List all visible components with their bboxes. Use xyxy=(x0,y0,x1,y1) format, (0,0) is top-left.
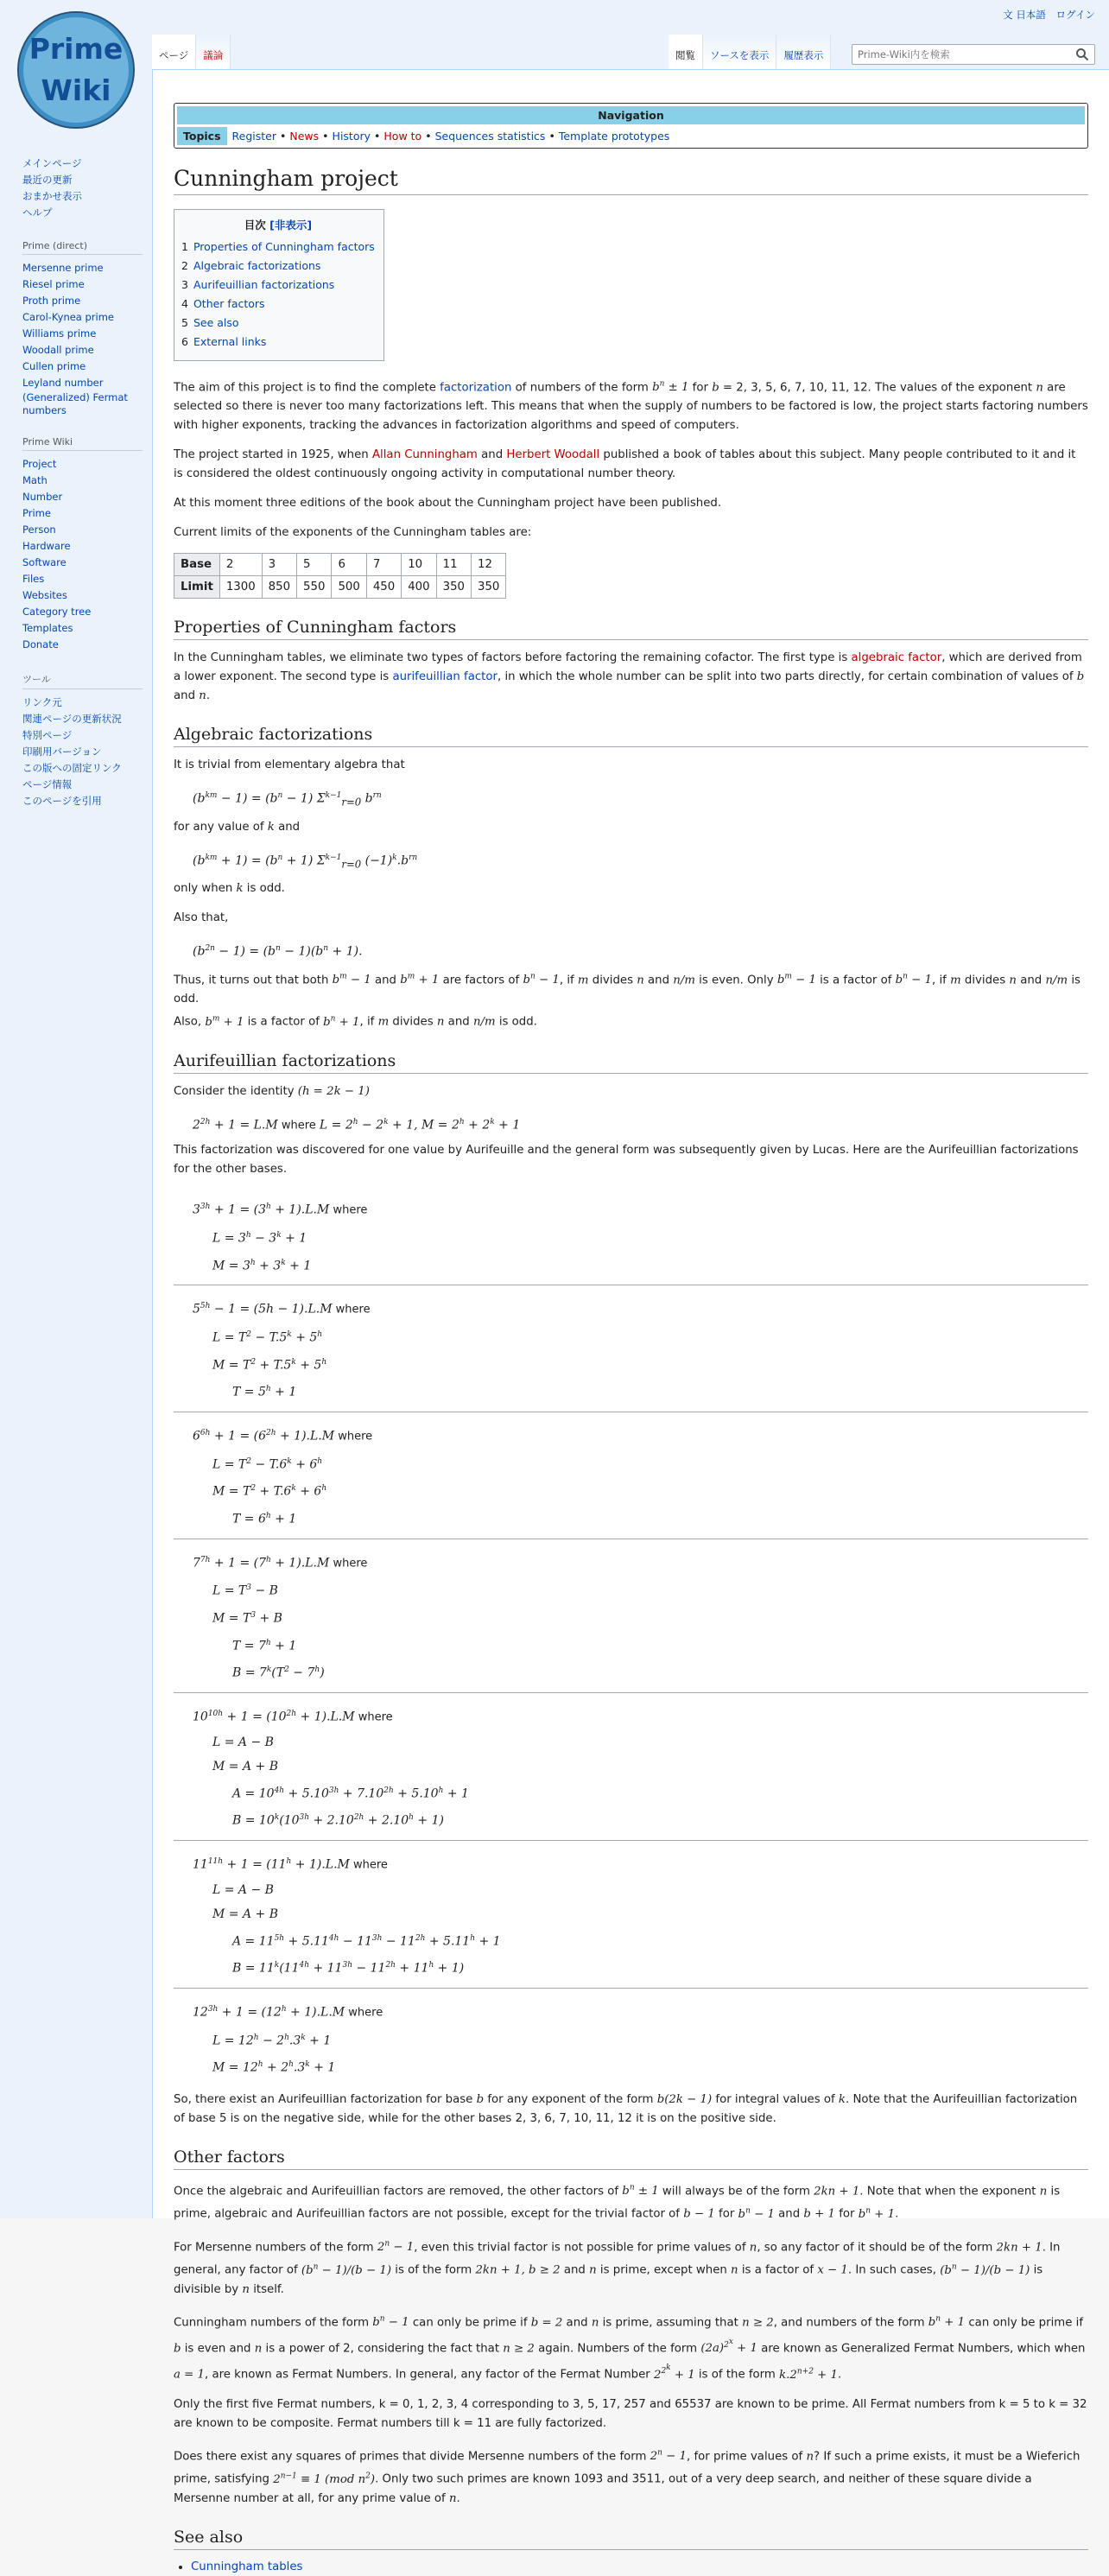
table-cell: 1300 xyxy=(219,576,262,599)
table-cell: 350 xyxy=(436,576,471,599)
sidebar-item-related-changes[interactable]: 関連ページの更新状況 xyxy=(22,713,122,725)
sidebar-item-williams[interactable]: Williams prime xyxy=(22,327,97,339)
table-cell: 400 xyxy=(402,576,436,599)
navbox-link-how-to[interactable]: How to xyxy=(383,130,422,143)
other-factors-text: For Mersenne numbers of the form $2^n - 1$, even this trivial factor is not possible for prime values of n, so any factor of it should be of the form 2kn + 1. In general, any factor of $(b^n - 1)/(b - 1)$ is of the form 2kn + 1, b ≥ 2 and n is prime, except when n is a factor of x − 1. In such cases, $(b^n - 1)/(b - 1)$ is divisible by n itself. xyxy=(174,2239,1061,2296)
sidebar-item-help[interactable]: ヘルプ xyxy=(22,206,53,219)
search-box xyxy=(852,44,1095,65)
toc-item[interactable]: 2 Algebraic factorizations xyxy=(181,259,321,272)
table-row xyxy=(174,554,506,576)
formula: $11^{11h} + 1 = (11^h + 1).L.M$ where xyxy=(193,1856,388,1872)
toc-item[interactable]: 3 Aurifeuillian factorizations xyxy=(181,278,335,291)
navbox-link-sequences-statistics[interactable]: Sequences statistics xyxy=(434,130,546,143)
sidebar-item-printable[interactable]: 印刷用バージョン xyxy=(22,746,102,758)
section-heading-see-also: See also xyxy=(174,2528,1088,2550)
sidebar-item-mersenne[interactable]: Mersenne prime xyxy=(22,262,104,274)
sidebar-main xyxy=(22,155,143,221)
formula: $M = T^2 + T.5^k + 5^h$ xyxy=(212,1357,327,1373)
search-icon[interactable] xyxy=(1075,48,1089,61)
factorization-base-5 xyxy=(174,1289,1088,1412)
properties-paragraph: In the Cunningham tables, we eliminate two types of factors before factoring the remaining cofactor. The first type is algebraic factor, which are derived from a lower exponent. The second type is aurifeuillian factor, in which the whole number can be split into two parts directly, for certain combination of values of b and n. xyxy=(174,651,1085,703)
limits-intro: Current limits of the exponents of the Cunningham tables are: xyxy=(174,526,532,540)
sidebar-item-recent-changes[interactable]: 最近の更新 xyxy=(22,174,73,186)
algebraic-factor-link[interactable]: algebraic factor xyxy=(851,651,942,665)
tab-page-label[interactable]: ページ xyxy=(159,49,189,61)
sidebar-item-prime[interactable]: Prime xyxy=(22,507,51,519)
algebraic-text: for any value of k and xyxy=(174,820,301,834)
tab-read-label[interactable]: 閲覧 xyxy=(675,49,695,61)
sidebar-item-leyland[interactable]: Leyland number xyxy=(22,377,104,389)
translate-icon: 文 xyxy=(1003,9,1013,21)
sidebar-item-special-pages[interactable]: 特別ページ xyxy=(22,729,73,741)
section-heading-algebraic: Algebraic factorizations xyxy=(174,725,1088,747)
factorization-base-3 xyxy=(174,1190,1088,1285)
factorization-base-12 xyxy=(174,1992,1088,2085)
editions-paragraph: At this moment three editions of the book about the Cunningham project have been published. xyxy=(174,497,722,511)
sidebar-heading-tools: ツール xyxy=(22,672,143,689)
formula: M = A + B xyxy=(212,1759,278,1773)
allan-cunningham-link[interactable]: Allan Cunningham xyxy=(371,448,478,462)
formula: $(b^{km} - 1) = (b^n - 1)$ $\Sigma^{k-1}_{r=0}$ $b^{rn}$ xyxy=(193,791,382,809)
formula: $T = 5^h + 1$ xyxy=(232,1385,297,1400)
view-tabs xyxy=(669,35,831,69)
formula: $B = 11^k(11^{4h} + 11^{3h} - 11^{2h} + 11^h + 1)$ xyxy=(232,1961,465,1976)
intro-paragraph: The aim of this project is to find the complete factorization of numbers of the form $b^n \pm 1$ for b = 2, 3, 5, 6, 7, 10, 11, 12. The values of the exponent n are selected so there is never too many factorizations left. This means that when the supply of numbers to be factored is low, the project starts factoring numbers with higher exponents, tracking the advances in factorization algorithms and speed of computers. xyxy=(174,380,1088,433)
factorization-link[interactable]: factorization xyxy=(440,381,512,395)
sidebar-item-software[interactable]: Software xyxy=(22,556,67,568)
other-factors-text: Cunningham numbers of the form $b^n - 1$ can only be prime if b = 2 and n is prime, assuming that n ≥ 2, and numbers of the form $b^n + 1$ can only be prime if b is even and n is a power of 2, considering the fact that n ≥ 2 again. Numbers of the form $(2a)^{2x} + 1$ are known as Generalized Fermat Numbers, which when a = 1, are known as Fermat Numbers. In general, any factor of the Fermat Number $2^{2k} + 1$ is of the form $k.2^{n+2} + 1$. xyxy=(174,2314,1086,2382)
logo-line-1: Prime xyxy=(29,32,124,66)
toc-title xyxy=(181,217,375,232)
formula: $M = 3^h + 3^k + 1$ xyxy=(212,1258,312,1273)
sidebar-prime-direct xyxy=(22,240,143,417)
aurifeuillian-text: Consider the identity (h = 2k − 1) xyxy=(174,1084,370,1098)
sidebar-item-cullen[interactable]: Cullen prime xyxy=(22,360,86,372)
formula: $(b^{km} + 1) = (b^n + 1)$ $\Sigma^{k-1}_{r=0}$ $(-1)^k.b^{rn}$ xyxy=(193,853,418,871)
personal-tools xyxy=(996,8,1095,22)
sidebar-item-permalink[interactable]: この版への固定リンク xyxy=(22,762,122,774)
formula: M = A + B xyxy=(212,1907,278,1921)
other-factors-text: Does there exist any squares of primes that divide Mersenne numbers of the form $2^n - 1$, for prime values of n? If such a prime exists, it must be a Wieferich prime, satisfying $2^{n-1} \equiv 1$ (mod $n^2$). Only two such primes are known 1093 and 3511, out of a very deep search, and neither of these square divide a Mersenne number at all, for any prime value of n. xyxy=(174,2448,1080,2505)
toc-item[interactable]: 4 Other factors xyxy=(181,297,265,310)
sidebar-item-project[interactable]: Project xyxy=(22,458,57,470)
formula: $A = 11^{5h} + 5.11^{4h} - 11^{3h} - 11^{2h} + 5.11^h + 1$ xyxy=(232,1933,501,1949)
navbox-link-register[interactable]: Register xyxy=(231,130,277,143)
site-logo[interactable] xyxy=(17,11,135,129)
sidebar-item-hardware[interactable]: Hardware xyxy=(22,540,71,552)
sidebar-tools xyxy=(22,672,143,809)
formula: L = A − B xyxy=(212,1735,274,1749)
section-heading-other-factors: Other factors xyxy=(174,2148,1088,2170)
table-header: Base xyxy=(174,554,220,576)
table-of-contents xyxy=(174,209,384,361)
formula: $T = 7^h + 1$ xyxy=(232,1638,297,1653)
formula: $3^{3h} + 1 = (3^h + 1).L.M$ where xyxy=(193,1202,368,1218)
formula: $10^{10h} + 1 = (10^{2h} + 1).L.M$ where xyxy=(193,1709,393,1724)
toc-heading: 目次 xyxy=(244,219,266,232)
toc-item[interactable]: 1 Properties of Cunningham factors xyxy=(181,240,375,253)
herbert-woodall-link[interactable]: Herbert Woodall xyxy=(506,448,600,462)
section-heading-aurifeuillian: Aurifeuillian factorizations xyxy=(174,1051,1088,1074)
see-also-list xyxy=(174,2559,1088,2576)
aurifeuillian-factor-link[interactable]: aurifeuillian factor xyxy=(392,670,497,684)
table-cell: 550 xyxy=(297,576,332,599)
factorization-base-11 xyxy=(174,1844,1088,1989)
sidebar-prime-wiki xyxy=(22,436,143,653)
navbox-links: Register • News • History • How to • Sequences statistics • Template prototypes xyxy=(231,130,670,143)
sidebar-item-files[interactable]: Files xyxy=(22,573,45,585)
navbox-link-history[interactable]: History xyxy=(332,130,371,143)
formula: $M = 12^h + 2^h.3^k + 1$ xyxy=(212,2060,336,2075)
sidebar-item-proth[interactable]: Proth prime xyxy=(22,295,81,307)
toc-item[interactable]: 6 External links xyxy=(181,335,267,348)
table-cell: 850 xyxy=(262,576,296,599)
toc-item[interactable]: 5 See also xyxy=(181,316,239,329)
sidebar-item-math[interactable]: Math xyxy=(22,474,48,486)
navbox-link-news[interactable]: News xyxy=(289,130,320,143)
table-cell: 450 xyxy=(366,576,401,599)
formula: $12^{3h} + 1 = (12^h + 1).L.M$ where xyxy=(193,2004,383,2020)
formula: $L = T^2 - T.6^k + 6^h$ xyxy=(212,1456,323,1472)
table-cell: 7 xyxy=(366,554,401,576)
tab-history[interactable] xyxy=(776,35,831,69)
sidebar-item-page-info[interactable]: ページ情報 xyxy=(22,778,73,790)
login-link[interactable]: ログイン xyxy=(1055,9,1095,21)
algebraic-text: Thus, it turns out that both $b^m - 1$ and $b^m + 1$ are factors of $b^n - 1$, if m divides n and n/m is even. Only $b^m - 1$ is a factor of $b^n - 1$, if m divides n and n/m is odd. Also, $b^m + 1$ is a factor of $b^n + 1$, if m divides n and n/m is odd. xyxy=(174,972,1080,1029)
other-factors-text: Once the algebraic and Aurifeuillian factors are removed, the other factors of $b^n \pm 1$ will always be of the form 2kn + 1. Note that when the exponent n is prime, algebraic and Aurifeuillian factors are not possible, except for the trivial factor of b − 1 for $b^n - 1$ and b + 1 for $b^n + 1$. xyxy=(174,2183,1061,2221)
table-row xyxy=(174,576,506,599)
table-cell: 11 xyxy=(436,554,471,576)
tab-page[interactable] xyxy=(152,35,196,69)
formula: $5^{5h} - 1 = (5h - 1).L.M$ where xyxy=(193,1302,371,1317)
sidebar-item-random[interactable]: おまかせ表示 xyxy=(22,190,82,202)
formula: $L = T^3 - B$ xyxy=(212,1583,278,1599)
formula: $T = 6^h + 1$ xyxy=(232,1512,297,1526)
logo-line-2: Wiki xyxy=(41,73,111,107)
algebraic-text: only when k is odd. xyxy=(174,882,285,896)
tab-history-label[interactable]: 履歴表示 xyxy=(783,49,824,61)
sidebar-item-person[interactable]: Person xyxy=(22,523,56,536)
formula: L = A − B xyxy=(212,1882,274,1897)
table-cell: 5 xyxy=(297,554,332,576)
formula: $(b^{2n} - 1) = (b^n - 1)(b^n + 1)$. xyxy=(193,944,363,959)
sidebar-item-what-links-here[interactable]: リンク元 xyxy=(22,696,62,708)
formula: $M = T^3 + B$ xyxy=(212,1611,282,1626)
tab-view-source[interactable] xyxy=(703,35,776,69)
table-cell: 10 xyxy=(402,554,436,576)
navbox-title: Navigation xyxy=(177,106,1085,124)
formula: $A = 10^{4h} + 5.10^{3h} + 7.10^{2h} + 5.10^h + 1$ xyxy=(232,1786,469,1801)
sidebar-item-category-tree[interactable]: Category tree xyxy=(22,606,92,618)
formula: $B = 7^k(T^2 - 7^h)$ xyxy=(232,1666,325,1680)
sidebar-item-woodall[interactable]: Woodall prime xyxy=(22,344,94,356)
formula: $L = T^2 - T.5^k + 5^h$ xyxy=(212,1330,323,1345)
language-label: 日本語 xyxy=(1016,9,1046,21)
main-content xyxy=(152,69,1109,2573)
list-item xyxy=(191,2559,1088,2576)
algebraic-intro: It is trivial from elementary algebra that xyxy=(174,758,405,772)
sidebar-item-carol-kynea[interactable]: Carol-Kynea prime xyxy=(22,311,115,323)
navbox-group: Topics xyxy=(177,127,227,145)
formula: $6^{6h} + 1 = (6^{2h} + 1).L.M$ where xyxy=(193,1429,373,1443)
section-heading-properties: Properties of Cunningham factors xyxy=(174,618,1088,640)
sidebar-item-websites[interactable]: Websites xyxy=(22,589,67,601)
page-title: Cunningham project xyxy=(174,166,1088,195)
sidebar-item-fermat[interactable]: (Generalized) Fermat numbers xyxy=(22,391,128,416)
table-cell: 2 xyxy=(219,554,262,576)
tab-read[interactable] xyxy=(669,35,703,69)
navbox xyxy=(174,103,1088,149)
sidebar-item-main-page[interactable]: メインページ xyxy=(22,157,82,169)
sidebar xyxy=(0,155,151,828)
language-link[interactable] xyxy=(1003,9,1046,21)
aurifeuillian-text: This factorization was discovered for one value by Aurifeuille and the general form was subsequently given by Lucas. Here are the Aurifeuillian factorizations for the other bases. xyxy=(174,1144,1079,1177)
factorization-base-10 xyxy=(174,1697,1088,1841)
formula: $2^{2h} + 1 = L.M$ where $L = 2^h - 2^k + 1$, $M = 2^h + 2^k + 1$ xyxy=(193,1117,521,1133)
sidebar-item-templates[interactable]: Templates xyxy=(22,622,73,634)
formula: $L = 3^h - 3^k + 1$ xyxy=(212,1231,307,1246)
navbox-link-template-prototypes[interactable]: Template prototypes xyxy=(558,130,670,143)
other-factors-text: Only the first five Fermat numbers, k = 0, 1, 2, 3, 4 corresponding to 3, 5, 17, 257 and 65537 are known to be prime. All Fermat numbers from k = 5 to k = 32 are known to be composite. Fermat numbers till k = 11 are fully factorized. xyxy=(174,2397,1087,2430)
namespace-tabs xyxy=(152,35,231,69)
tab-talk-label[interactable]: 議論 xyxy=(203,49,224,61)
sidebar-item-donate[interactable]: Donate xyxy=(22,638,59,650)
sidebar-item-number[interactable]: Number xyxy=(22,491,63,503)
formula: $7^{7h} + 1 = (7^h + 1).L.M$ where xyxy=(193,1555,368,1570)
cunningham-tables-link[interactable]: Cunningham tables xyxy=(191,2560,303,2573)
factorization-base-7 xyxy=(174,1543,1088,1693)
navbox-row xyxy=(177,127,1085,145)
algebraic-text: Also that, xyxy=(174,911,229,925)
limits-table xyxy=(174,553,506,599)
table-cell: 350 xyxy=(472,576,506,599)
sidebar-heading-prime-wiki: Prime Wiki xyxy=(22,436,143,451)
factorization-base-6 xyxy=(174,1416,1088,1539)
table-cell: 500 xyxy=(332,576,366,599)
tab-talk[interactable] xyxy=(196,35,231,69)
table-cell: 3 xyxy=(262,554,296,576)
formula: $M = T^2 + T.6^k + 6^h$ xyxy=(212,1484,327,1500)
search-input[interactable] xyxy=(852,45,1060,64)
table-cell: 12 xyxy=(472,554,506,576)
formula: $B = 10^k(10^{3h} + 2.10^{2h} + 2.10^h + 1)$ xyxy=(232,1813,444,1828)
table-header: Limit xyxy=(174,576,220,599)
sidebar-item-riesel[interactable]: Riesel prime xyxy=(22,278,85,290)
toc-toggle[interactable]: [非表示] xyxy=(269,219,313,232)
aurifeuillian-summary: So, there exist an Aurifeuillian factorization for base b for any exponent of the form b(2k − 1) for integral values of k. Note that the Aurifeuillian factorization of base 5 is on the negative side, while for the other bases 2, 3, 6, 7, 10, 11, 12 it is on the positive side. xyxy=(174,2092,1078,2125)
sidebar-item-cite[interactable]: このページを引用 xyxy=(22,795,102,807)
tab-view-source-label[interactable]: ソースを表示 xyxy=(710,49,770,61)
history-paragraph: The project started in 1925, when Allan Cunningham and Herbert Woodall published a book of tables about this subject. Many people contributed to it and it is considered the oldest continuously ongoing activity in computational number theory. xyxy=(174,448,1076,481)
table-cell: 6 xyxy=(332,554,366,576)
sidebar-heading-prime-direct: Prime (direct) xyxy=(22,240,143,255)
formula: $L = 12^h - 2^h.3^k + 1$ xyxy=(212,2033,332,2048)
